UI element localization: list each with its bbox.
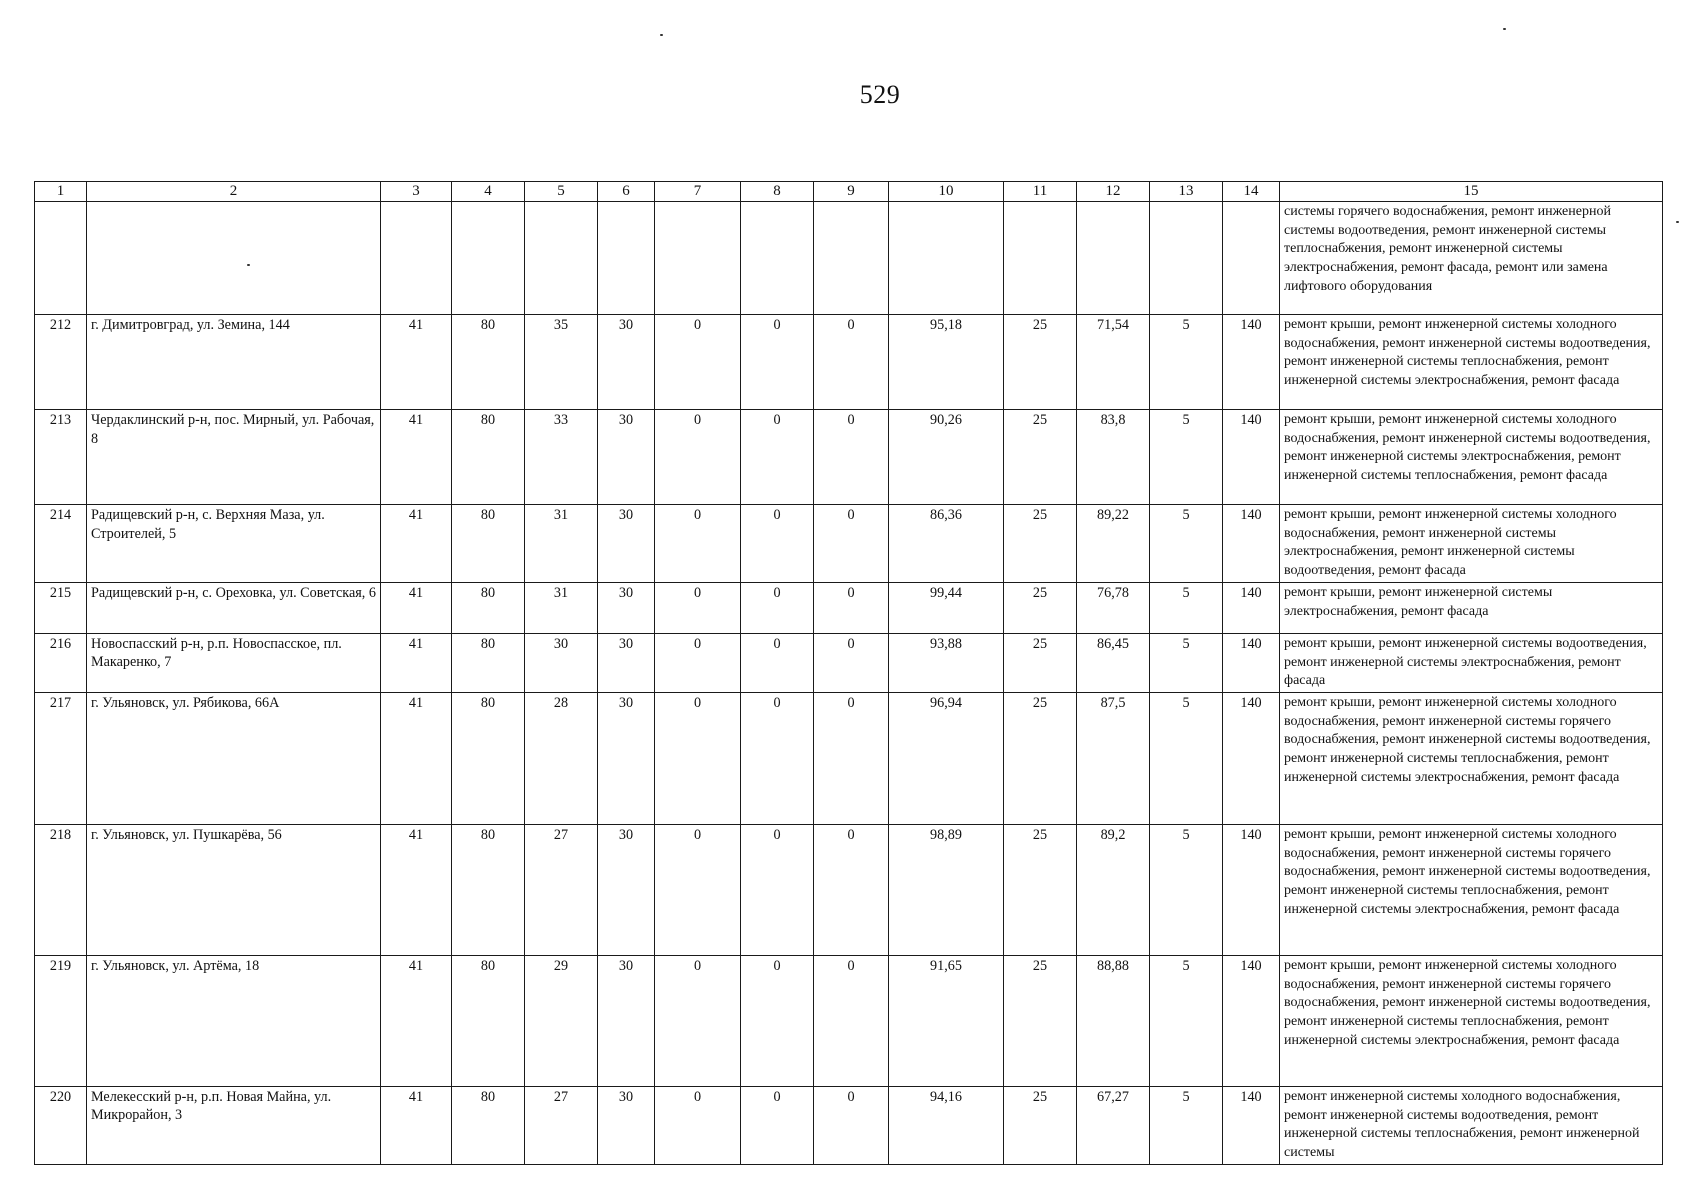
value-cell-7: 0 <box>655 315 741 410</box>
works-list: ремонт крыши, ремонт инженерной системы электроснабжения, ремонт фасада <box>1280 582 1663 633</box>
value-cell-3: 41 <box>381 1086 452 1164</box>
address-cell: Мелекесский р-н, р.п. Новая Майна, ул. Микрорайон, 3 <box>87 1086 381 1164</box>
column-number: 9 <box>814 182 889 202</box>
value-cell-5: 28 <box>525 692 598 824</box>
column-number: 4 <box>452 182 525 202</box>
value-cell-10: 98,89 <box>889 824 1004 955</box>
value-cell-12: 76,78 <box>1077 582 1150 633</box>
works-list: ремонт крыши, ремонт инженерной системы холодного водоснабжения, ремонт инженерной системы горячего водоснабжения, ремонт инженерной системы водоотведения, ремонт инженерной системы теплоснабжения, ремонт инженерной системы электроснабжения, ремонт фасада <box>1280 824 1663 955</box>
works-list: ремонт крыши, ремонт инженерной системы водоотведения, ремонт инженерной системы электроснабжения, ремонт фасада <box>1280 633 1663 692</box>
column-number: 7 <box>655 182 741 202</box>
value-cell-8: 0 <box>741 582 814 633</box>
value-cell-12: 89,2 <box>1077 824 1150 955</box>
value-cell-10: 96,94 <box>889 692 1004 824</box>
value-cell-5: 31 <box>525 505 598 583</box>
value-cell-5: 30 <box>525 633 598 692</box>
works-list: системы горячего водоснабжения, ремонт инженерной системы водоотведения, ремонт инженерной системы теплоснабжения, ремонт инженерной системы электроснабжения, ремонт фасада, ремонт или замена лифтового оборудования <box>1280 202 1663 315</box>
value-cell-14: 140 <box>1223 692 1280 824</box>
value-cell-6: 30 <box>598 410 655 505</box>
column-number: 14 <box>1223 182 1280 202</box>
value-cell-5: 27 <box>525 824 598 955</box>
value-cell-3: 41 <box>381 824 452 955</box>
scan-speck <box>660 34 663 36</box>
value-cell-13: 5 <box>1150 1086 1223 1164</box>
row-number: 217 <box>35 692 87 824</box>
column-number: 11 <box>1004 182 1077 202</box>
value-cell-3: 41 <box>381 633 452 692</box>
value-cell-4: 80 <box>452 692 525 824</box>
table-row <box>35 315 1663 410</box>
page-number: 529 <box>859 80 901 109</box>
value-cell-10: 99,44 <box>889 582 1004 633</box>
value-cell-11: 25 <box>1004 955 1077 1086</box>
value-cell-9: 0 <box>814 410 889 505</box>
value-cell-4: 80 <box>452 633 525 692</box>
address-cell: г. Ульяновск, ул. Артёма, 18 <box>87 955 381 1086</box>
value-cell-8: 0 <box>741 824 814 955</box>
row-number: 216 <box>35 633 87 692</box>
table-row <box>35 505 1663 583</box>
value-cell-4: 80 <box>452 410 525 505</box>
value-cell-11: 25 <box>1004 824 1077 955</box>
column-number-row <box>35 182 1663 202</box>
value-cell-5: 33 <box>525 410 598 505</box>
value-cell-8: 0 <box>741 315 814 410</box>
value-cell-10: 91,65 <box>889 955 1004 1086</box>
value-cell-9: 0 <box>814 633 889 692</box>
value-cell-14: 140 <box>1223 955 1280 1086</box>
value-cell-6: 30 <box>598 505 655 583</box>
value-cell-3: 41 <box>381 692 452 824</box>
value-cell-7: 0 <box>655 582 741 633</box>
table-row <box>35 824 1663 955</box>
row-number: 219 <box>35 955 87 1086</box>
value-cell-8: 0 <box>741 410 814 505</box>
value-cell-8: 0 <box>741 692 814 824</box>
value-cell-5: 31 <box>525 582 598 633</box>
value-cell-13: 5 <box>1150 505 1223 583</box>
value-cell-9: 0 <box>814 955 889 1086</box>
works-list: ремонт инженерной системы холодного водоснабжения, ремонт инженерной системы водоотведения, ремонт инженерной системы теплоснабжения, ремонт инженерной системы <box>1280 1086 1663 1164</box>
value-cell-9: 0 <box>814 692 889 824</box>
value-cell-13: 5 <box>1150 410 1223 505</box>
value-cell-10: 95,18 <box>889 315 1004 410</box>
value-cell-4: 80 <box>452 582 525 633</box>
table-row <box>35 1086 1663 1164</box>
value-cell-4: 80 <box>452 315 525 410</box>
value-cell-11: 25 <box>1004 633 1077 692</box>
value-cell-5: 29 <box>525 955 598 1086</box>
value-cell-9: 0 <box>814 824 889 955</box>
column-number: 6 <box>598 182 655 202</box>
works-list: ремонт крыши, ремонт инженерной системы холодного водоснабжения, ремонт инженерной системы горячего водоснабжения, ремонт инженерной системы водоотведения, ремонт инженерной системы теплоснабжения, ремонт инженерной системы электроснабжения, ремонт фасада <box>1280 692 1663 824</box>
row-number: 212 <box>35 315 87 410</box>
value-cell-6: 30 <box>598 633 655 692</box>
value-cell-11: 25 <box>1004 1086 1077 1164</box>
value-cell-12: 87,5 <box>1077 692 1150 824</box>
column-number: 3 <box>381 182 452 202</box>
value-cell-13: 5 <box>1150 955 1223 1086</box>
value-cell-9: 0 <box>814 582 889 633</box>
value-cell-7: 0 <box>655 410 741 505</box>
value-cell-12: 67,27 <box>1077 1086 1150 1164</box>
value-cell-8: 0 <box>741 633 814 692</box>
works-list: ремонт крыши, ремонт инженерной системы холодного водоснабжения, ремонт инженерной системы горячего водоснабжения, ремонт инженерной системы водоотведения, ремонт инженерной системы теплоснабжения, ремонт инженерной системы электроснабжения, ремонт фасада <box>1280 955 1663 1086</box>
scan-speck <box>1676 221 1679 223</box>
value-cell-14: 140 <box>1223 582 1280 633</box>
value-cell-3: 41 <box>381 582 452 633</box>
value-cell-12: 88,88 <box>1077 955 1150 1086</box>
value-cell-3: 41 <box>381 410 452 505</box>
value-cell-8: 0 <box>741 955 814 1086</box>
value-cell-14: 140 <box>1223 824 1280 955</box>
value-cell-10: 86,36 <box>889 505 1004 583</box>
value-cell-10: 93,88 <box>889 633 1004 692</box>
value-cell-11: 25 <box>1004 505 1077 583</box>
address-cell: Новоспасский р-н, р.п. Новоспасское, пл. Макаренко, 7 <box>87 633 381 692</box>
value-cell-14: 140 <box>1223 315 1280 410</box>
row-number: 213 <box>35 410 87 505</box>
column-number: 15 <box>1280 182 1663 202</box>
value-cell-5: 35 <box>525 315 598 410</box>
value-cell-7: 0 <box>655 692 741 824</box>
address-cell: Чердаклинский р-н, пос. Мирный, ул. Рабочая, 8 <box>87 410 381 505</box>
row-number: 215 <box>35 582 87 633</box>
works-list: ремонт крыши, ремонт инженерной системы холодного водоснабжения, ремонт инженерной системы водоотведения, ремонт инженерной системы электроснабжения, ремонт инженерной системы теплоснабжения, ремонт фасада <box>1280 410 1663 505</box>
table-row <box>35 692 1663 824</box>
value-cell-11: 25 <box>1004 582 1077 633</box>
value-cell-12: 86,45 <box>1077 633 1150 692</box>
value-cell-7: 0 <box>655 824 741 955</box>
value-cell-8: 0 <box>741 1086 814 1164</box>
value-cell-7: 0 <box>655 1086 741 1164</box>
works-list: ремонт крыши, ремонт инженерной системы холодного водоснабжения, ремонт инженерной системы водоотведения, ремонт инженерной системы теплоснабжения, ремонт инженерной системы электроснабжения, ремонт фасада <box>1280 315 1663 410</box>
table-row <box>35 955 1663 1086</box>
value-cell-11: 25 <box>1004 692 1077 824</box>
value-cell-4: 80 <box>452 824 525 955</box>
address-cell: г. Ульяновск, ул. Пушкарёва, 56 <box>87 824 381 955</box>
value-cell-3: 41 <box>381 315 452 410</box>
column-number: 1 <box>35 182 87 202</box>
row-number: 214 <box>35 505 87 583</box>
scan-speck <box>1503 28 1506 30</box>
column-number: 2 <box>87 182 381 202</box>
value-cell-12: 89,22 <box>1077 505 1150 583</box>
value-cell-14: 140 <box>1223 633 1280 692</box>
address-cell: Радищевский р-н, с. Верхняя Маза, ул. Строителей, 5 <box>87 505 381 583</box>
value-cell-7: 0 <box>655 633 741 692</box>
value-cell-11: 25 <box>1004 410 1077 505</box>
table-row <box>35 410 1663 505</box>
value-cell-6: 30 <box>598 692 655 824</box>
value-cell-12: 83,8 <box>1077 410 1150 505</box>
column-number: 8 <box>741 182 814 202</box>
address-cell: Радищевский р-н, с. Ореховка, ул. Советская, 6 <box>87 582 381 633</box>
value-cell-5: 27 <box>525 1086 598 1164</box>
table-row <box>35 633 1663 692</box>
continuation-row <box>35 202 1663 315</box>
value-cell-13: 5 <box>1150 824 1223 955</box>
row-number: 218 <box>35 824 87 955</box>
registry-table <box>34 181 1663 1165</box>
value-cell-6: 30 <box>598 955 655 1086</box>
value-cell-14: 140 <box>1223 410 1280 505</box>
value-cell-3: 41 <box>381 505 452 583</box>
address-cell: г. Димитровград, ул. Земина, 144 <box>87 315 381 410</box>
address-cell: г. Ульяновск, ул. Рябикова, 66А <box>87 692 381 824</box>
value-cell-6: 30 <box>598 582 655 633</box>
value-cell-4: 80 <box>452 505 525 583</box>
row-number: 220 <box>35 1086 87 1164</box>
value-cell-3: 41 <box>381 955 452 1086</box>
value-cell-6: 30 <box>598 824 655 955</box>
value-cell-14: 140 <box>1223 1086 1280 1164</box>
value-cell-13: 5 <box>1150 692 1223 824</box>
value-cell-4: 80 <box>452 1086 525 1164</box>
value-cell-7: 0 <box>655 955 741 1086</box>
value-cell-13: 5 <box>1150 582 1223 633</box>
column-number: 5 <box>525 182 598 202</box>
column-number: 13 <box>1150 182 1223 202</box>
table-row <box>35 582 1663 633</box>
value-cell-9: 0 <box>814 1086 889 1164</box>
value-cell-14: 140 <box>1223 505 1280 583</box>
value-cell-8: 0 <box>741 505 814 583</box>
value-cell-6: 30 <box>598 1086 655 1164</box>
value-cell-11: 25 <box>1004 315 1077 410</box>
value-cell-10: 94,16 <box>889 1086 1004 1164</box>
value-cell-12: 71,54 <box>1077 315 1150 410</box>
works-list: ремонт крыши, ремонт инженерной системы холодного водоснабжения, ремонт инженерной системы электроснабжения, ремонт инженерной системы водоотведения, ремонт фасада <box>1280 505 1663 583</box>
value-cell-7: 0 <box>655 505 741 583</box>
column-number: 12 <box>1077 182 1150 202</box>
column-number: 10 <box>889 182 1004 202</box>
value-cell-9: 0 <box>814 315 889 410</box>
value-cell-13: 5 <box>1150 633 1223 692</box>
value-cell-9: 0 <box>814 505 889 583</box>
value-cell-4: 80 <box>452 955 525 1086</box>
value-cell-10: 90,26 <box>889 410 1004 505</box>
value-cell-6: 30 <box>598 315 655 410</box>
value-cell-13: 5 <box>1150 315 1223 410</box>
